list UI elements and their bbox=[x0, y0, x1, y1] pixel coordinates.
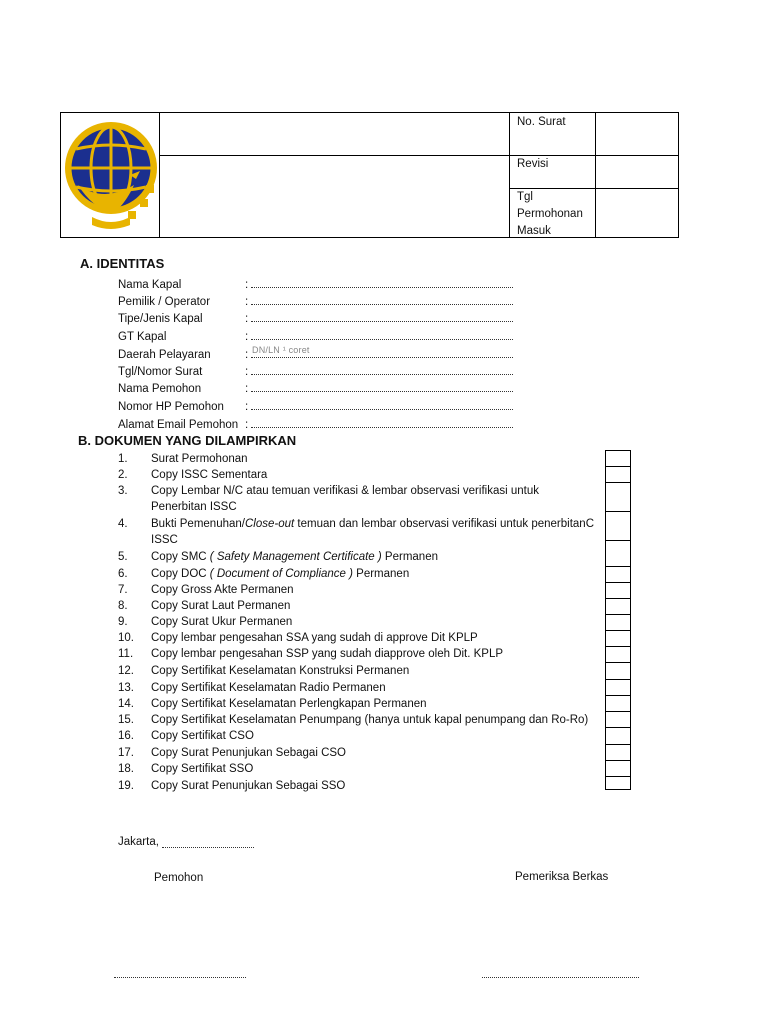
identity-field-row bbox=[118, 398, 513, 415]
identity-field-label: Daerah Pelayaran bbox=[118, 349, 211, 361]
identity-field-value[interactable] bbox=[251, 416, 513, 428]
document-item-text: Copy DOC ( Document of Compliance ) Permanen bbox=[151, 568, 410, 580]
document-item-text: Copy Gross Akte Permanen bbox=[151, 584, 294, 596]
document-item-number: 9. bbox=[118, 616, 128, 628]
identity-field-value[interactable] bbox=[251, 293, 513, 305]
document-item bbox=[118, 778, 598, 795]
document-item-number: 12. bbox=[118, 665, 134, 677]
document-item-number: 11. bbox=[118, 648, 134, 660]
ministry-emblem-icon bbox=[64, 115, 158, 233]
colon: : bbox=[245, 331, 252, 343]
identity-field-value[interactable] bbox=[251, 276, 513, 288]
document-item bbox=[118, 549, 598, 566]
document-item bbox=[118, 728, 598, 745]
section-dokumen-title: B. DOKUMEN YANG DILAMPIRKAN bbox=[78, 433, 297, 448]
document-item bbox=[118, 467, 598, 484]
document-item-number: 14. bbox=[118, 698, 134, 710]
date-line[interactable] bbox=[162, 846, 254, 848]
identity-field-row bbox=[118, 416, 513, 433]
no-surat-label: No. Surat bbox=[517, 116, 566, 128]
identity-field-label: Pemilik / Operator bbox=[118, 296, 211, 308]
document-item-number: 16. bbox=[118, 730, 134, 742]
document-item bbox=[118, 451, 598, 468]
document-item bbox=[118, 646, 598, 663]
document-item bbox=[118, 712, 598, 729]
document-item-number: 13. bbox=[118, 682, 134, 694]
document-item-number: 2. bbox=[118, 469, 128, 481]
document-item-text: Copy ISSC Sementara bbox=[151, 469, 268, 481]
identity-field-value[interactable] bbox=[251, 398, 513, 410]
document-item-number: 4. bbox=[118, 518, 128, 530]
colon: : bbox=[245, 349, 252, 361]
identity-field-row bbox=[118, 310, 513, 327]
colon: : bbox=[245, 366, 252, 378]
identity-field-row bbox=[118, 380, 513, 397]
identity-field-value[interactable] bbox=[251, 310, 513, 322]
tgl-label-3: Masuk bbox=[517, 225, 551, 237]
document-item-text: Copy Sertifikat SSO bbox=[151, 763, 254, 775]
document-item bbox=[118, 483, 598, 516]
pemeriksa-signature-line[interactable] bbox=[482, 976, 639, 978]
document-item-text-cont: ISSC bbox=[151, 534, 178, 546]
document-item bbox=[118, 598, 598, 615]
document-item-number: 10. bbox=[118, 632, 134, 644]
pemeriksa-label: Pemeriksa Berkas bbox=[515, 871, 609, 883]
document-item bbox=[118, 663, 598, 680]
identity-field-label: Nama Pemohon bbox=[118, 383, 202, 395]
identity-field-label: Alamat Email Pemohon bbox=[118, 419, 239, 431]
document-item bbox=[118, 516, 598, 549]
document-item-number: 15. bbox=[118, 714, 134, 726]
document-item-text: Copy Lembar N/C atau temuan verifikasi & lembar observasi verifikasi untuk bbox=[151, 485, 539, 497]
pemohon-label: Pemohon bbox=[154, 872, 204, 884]
document-item-number: 3. bbox=[118, 485, 128, 497]
document-item-text-cont: Penerbitan ISSC bbox=[151, 501, 237, 513]
document-checkbox[interactable] bbox=[605, 511, 631, 542]
colon: : bbox=[245, 279, 252, 291]
document-item-text: Copy Surat Laut Permanen bbox=[151, 600, 291, 612]
document-item-number: 17. bbox=[118, 747, 134, 759]
identity-field-row bbox=[118, 293, 513, 310]
identity-field-label: GT Kapal bbox=[118, 331, 167, 343]
document-item-text: Copy Sertifikat Keselamatan Perlengkapan Permanen bbox=[151, 698, 427, 710]
pemohon-signature-line[interactable] bbox=[114, 976, 246, 978]
document-item-number: 6. bbox=[118, 568, 128, 580]
identity-field-label: Nama Kapal bbox=[118, 279, 182, 291]
identity-field-row bbox=[118, 346, 513, 363]
tgl-label-2: Permohonan bbox=[517, 208, 583, 220]
document-item-text: Copy lembar pengesahan SSP yang sudah diapprove oleh Dit. KPLP bbox=[151, 648, 504, 660]
colon: : bbox=[245, 296, 252, 308]
document-checkbox[interactable] bbox=[605, 540, 631, 568]
tgl-label-1: Tgl bbox=[517, 191, 533, 203]
document-item-text: Copy lembar pengesahan SSA yang sudah di approve Dit KPLP bbox=[151, 632, 478, 644]
document-item-text: Bukti Pemenuhan/Close-out temuan dan lembar observasi verifikasi untuk penerbitanC bbox=[151, 518, 595, 530]
identity-field-label: Tgl/Nomor Surat bbox=[118, 366, 203, 378]
document-item-number: 5. bbox=[118, 551, 128, 563]
colon: : bbox=[245, 313, 252, 325]
header-table bbox=[60, 112, 679, 238]
document-item bbox=[118, 745, 598, 762]
document-item-text: Surat Permohonan bbox=[151, 453, 248, 465]
colon: : bbox=[245, 401, 252, 413]
document-item-text: Copy Surat Penunjukan Sebagai CSO bbox=[151, 747, 346, 759]
document-item bbox=[118, 680, 598, 697]
place-label: Jakarta, bbox=[118, 836, 159, 848]
document-item-text: Copy Surat Ukur Permanen bbox=[151, 616, 293, 628]
document-item-number: 18. bbox=[118, 763, 134, 775]
document-item bbox=[118, 630, 598, 647]
document-item-number: 7. bbox=[118, 584, 128, 596]
document-item-number: 19. bbox=[118, 780, 134, 792]
colon: : bbox=[245, 383, 252, 395]
document-item-text: Copy Sertifikat Keselamatan Radio Permanen bbox=[151, 682, 386, 694]
identity-field-label: Tipe/Jenis Kapal bbox=[118, 313, 203, 325]
identity-field-row bbox=[118, 328, 513, 345]
section-identitas-title: A. IDENTITAS bbox=[80, 256, 165, 271]
document-item-text: Copy Surat Penunjukan Sebagai SSO bbox=[151, 780, 346, 792]
document-checkbox[interactable] bbox=[605, 776, 631, 790]
colon: : bbox=[245, 419, 252, 431]
document-item-text: Copy Sertifikat Keselamatan Konstruksi Permanen bbox=[151, 665, 410, 677]
identity-field-row bbox=[118, 363, 513, 380]
document-item-number: 1. bbox=[118, 453, 128, 465]
document-item-text: Copy Sertifikat Keselamatan Penumpang (hanya untuk kapal penumpang dan Ro-Ro) bbox=[151, 714, 589, 726]
document-item bbox=[118, 566, 598, 583]
revisi-label: Revisi bbox=[517, 158, 549, 170]
document-item-text: Copy Sertifikat CSO bbox=[151, 730, 254, 742]
document-item bbox=[118, 696, 598, 713]
place-date bbox=[118, 836, 159, 848]
document-item bbox=[118, 582, 598, 599]
document-item bbox=[118, 761, 598, 778]
document-item-number: 8. bbox=[118, 600, 128, 612]
identity-field-value[interactable] bbox=[251, 363, 513, 375]
identity-field-label: Nomor HP Pemohon bbox=[118, 401, 224, 413]
logo-cell bbox=[61, 113, 160, 237]
identity-field-row bbox=[118, 276, 513, 293]
document-item bbox=[118, 614, 598, 631]
stamp-text: DN/LN ¹ coret bbox=[252, 345, 310, 355]
document-checkbox[interactable] bbox=[605, 482, 631, 513]
identity-field-value[interactable] bbox=[251, 380, 513, 392]
identity-field-value[interactable] bbox=[251, 328, 513, 340]
document-item-text: Copy SMC ( Safety Management Certificate ) Permanen bbox=[151, 551, 438, 563]
